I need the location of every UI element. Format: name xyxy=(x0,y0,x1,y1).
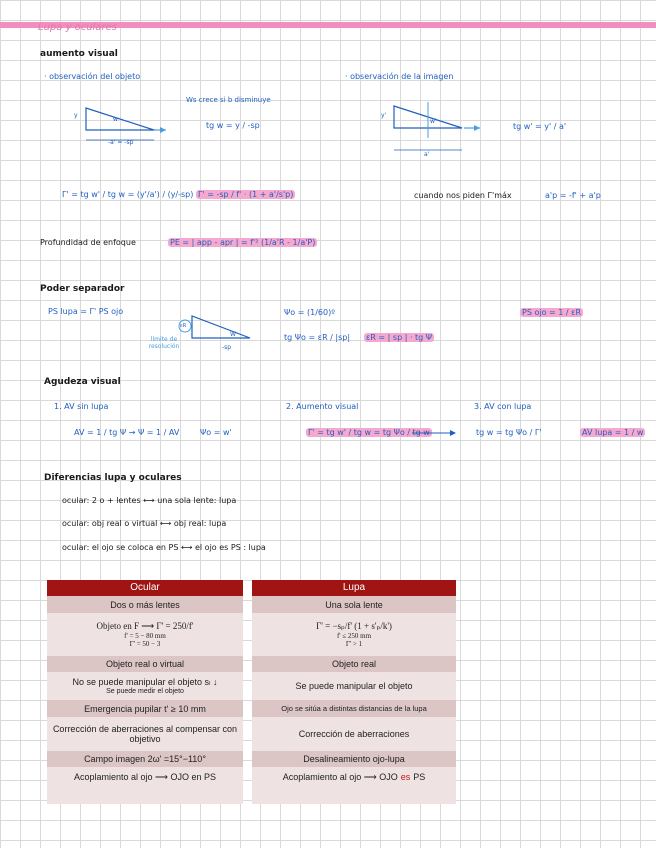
av-equation: AV = 1 / tg Ψ → Ψ = 1 / AV xyxy=(74,428,180,437)
arrow-right-icon xyxy=(410,428,460,438)
tg-w-eq: tg w = y / -sp xyxy=(206,121,260,130)
gamma-highlight-equation: Γ' = -sp / f' · (1 + a'/s'p) xyxy=(198,190,294,199)
ocular-row-field xyxy=(47,751,243,767)
lupa-row-empty xyxy=(252,787,456,804)
lupa-object-type-text: Objeto real xyxy=(331,659,377,669)
lupa-coupling-es: es xyxy=(400,772,411,782)
ocular-measure-text: Se puede medir el objeto xyxy=(106,688,184,695)
w2-angle-label: w' xyxy=(430,118,437,125)
section-heading-agudeza: Agudeza visual xyxy=(44,377,121,387)
ocular-pupil-text: Emergencia pupilar t' ≥ 10 mm xyxy=(84,703,206,714)
ocular-focal-range: f' = 5 − 80 mm xyxy=(124,632,166,640)
ocular-manipulate-text: No se puede manipular el objeto sₗ ↓ xyxy=(72,677,218,687)
ocular-row-empty xyxy=(47,787,243,804)
distance-label: -a' = -sp xyxy=(108,139,134,146)
lupa-row-formula xyxy=(252,613,456,656)
gamma-equation: Γ' = tg w' / tg w = (y'/a') / (y/-sp) xyxy=(62,190,194,199)
lupa-row-manipulate xyxy=(252,672,456,700)
y2-label: y' xyxy=(381,112,387,119)
lupa-row-aberrations xyxy=(252,717,456,751)
ocular-gamma-formula: Objeto en F ⟶ Γ' = 250/f' xyxy=(96,621,194,631)
eps-r-label: εR xyxy=(180,323,187,329)
depth-of-focus-label: Profundidad de enfoque xyxy=(40,238,136,247)
resolution-limit-label: límite de resolución xyxy=(148,336,180,350)
lupa-manipulate-text: Se puede manipular el objeto xyxy=(295,681,413,691)
gamma-max-note: cuando nos piden Γ'máx xyxy=(414,191,512,200)
eps-r-highlight-equation: εR = | sp | · tg Ψ xyxy=(366,333,433,342)
lupa-row-object-type xyxy=(252,656,456,672)
magnification-highlight-equation: Γ' = tg w' / tg w = tg Ψo / tg w xyxy=(308,428,430,437)
w-label: W xyxy=(230,331,236,338)
ps-ojo-highlight-equation: PS ojo = 1 / εR xyxy=(522,308,581,317)
ocular-gamma-range: Γ' = 50 − 3 xyxy=(129,640,161,648)
lupa-row-lens xyxy=(252,596,456,613)
lupa-lens-text: Una sola lente xyxy=(325,599,383,610)
obj-observation-label: · observación del objeto xyxy=(44,72,141,81)
lupa-row-misalignment xyxy=(252,751,456,767)
ocular-row-aberrations xyxy=(47,717,243,751)
lupa-coupling-text: Acoplamiento al ojo ⟶ OJO xyxy=(282,771,398,782)
sp-distance-label: -sp xyxy=(222,344,232,351)
note-ws: Ws crece si b disminuye xyxy=(186,96,271,104)
lupa-row-coupling xyxy=(252,767,456,787)
av-with-magnifier-label: 3. AV con lupa xyxy=(474,402,532,411)
depth-of-focus-equation: PE = | app - apr | = f'² (1/a'R - 1/a'P) xyxy=(170,238,316,247)
lupa-misalignment-text: Desalineamiento ojo-lupa xyxy=(303,754,405,764)
w-angle-label: w xyxy=(113,116,118,123)
section-heading-aumento: aumento visual xyxy=(40,49,118,59)
lupa-row-eye-distance xyxy=(252,700,456,717)
ps-lupa-equation: PS lupa = Γ' PS ojo xyxy=(48,307,124,316)
difference-line-3: ocular: el ojo se coloca en PS ⟷ el ojo es PS : lupa xyxy=(62,543,266,552)
visual-magnification-label: 2. Aumento visual xyxy=(286,402,359,411)
ocular-object-type-text: Objeto real o virtual xyxy=(105,659,185,669)
ocular-row-lenses xyxy=(47,596,243,613)
lupa-focal-range: f' ≤ 250 mm xyxy=(336,632,372,640)
av-without-magnifier-label: 1. AV sin lupa xyxy=(54,402,109,411)
tg-w-agudeza-equation: tg w = tg Ψo / Γ' xyxy=(476,428,542,437)
triangle-diagram-image xyxy=(380,98,490,160)
ocular-row-object-type xyxy=(47,656,243,672)
page-title: Lupa y oculares xyxy=(38,22,117,33)
lupa-column xyxy=(252,580,456,804)
section-heading-diferencias: Diferencias lupa y oculares xyxy=(44,473,182,483)
ocular-coupling-text: Acoplamiento al ojo ⟶ OJO en PS xyxy=(74,771,216,782)
tg-w2-eq: tg w' = y' / a' xyxy=(513,122,567,131)
ocular-row-object-f xyxy=(47,613,243,656)
section-heading-poder: Poder separador xyxy=(40,284,125,294)
lupa-coupling-ps: PS xyxy=(413,772,426,782)
y-label: y xyxy=(74,112,78,119)
ocular-row-coupling xyxy=(47,767,243,787)
a2-label: a' xyxy=(424,151,430,158)
lupa-header: Lupa xyxy=(252,580,456,596)
ocular-row-lenses-text: Dos o más lentes xyxy=(110,599,180,610)
ocular-header: Ocular xyxy=(47,580,243,596)
psi-w-equation: Ψo = w' xyxy=(200,428,232,437)
img-observation-label: · observación de la imagen xyxy=(345,72,454,81)
av-lupa-highlight-equation: AV lupa = 1 / w xyxy=(582,428,644,437)
tg-psi-equation: tg Ψo = εR / |sp| xyxy=(284,333,351,342)
ocular-row-pupil xyxy=(47,700,243,717)
ocular-row-manipulate xyxy=(47,672,243,700)
ocular-field-text: Campo imagen 2ω' =15°−110° xyxy=(84,754,206,764)
gamma-max-condition: a'p = -f' + a'p xyxy=(545,191,601,200)
difference-line-2: ocular: obj real o virtual ⟷ obj real: lupa xyxy=(62,519,227,528)
lupa-eye-distance-text: Ojo se sitúa a distintas distancias de la lupa xyxy=(281,704,427,713)
ocular-column xyxy=(47,580,243,804)
lupa-gamma-formula: Γ' = −sₚ/f' (1 + s'ₚ/k') xyxy=(316,621,392,631)
ocular-aberrations-text: Corrección de aberraciones al compensar con objetivo xyxy=(52,724,238,744)
difference-line-1: ocular: 2 o + lentes ⟷ una sola lente: lupa xyxy=(62,496,237,505)
lupa-aberrations-text: Corrección de aberraciones xyxy=(298,729,410,739)
psi-zero-equation: Ψo = (1/60)º xyxy=(284,308,335,317)
lupa-gamma-range: Γ' > 1 xyxy=(345,640,363,648)
